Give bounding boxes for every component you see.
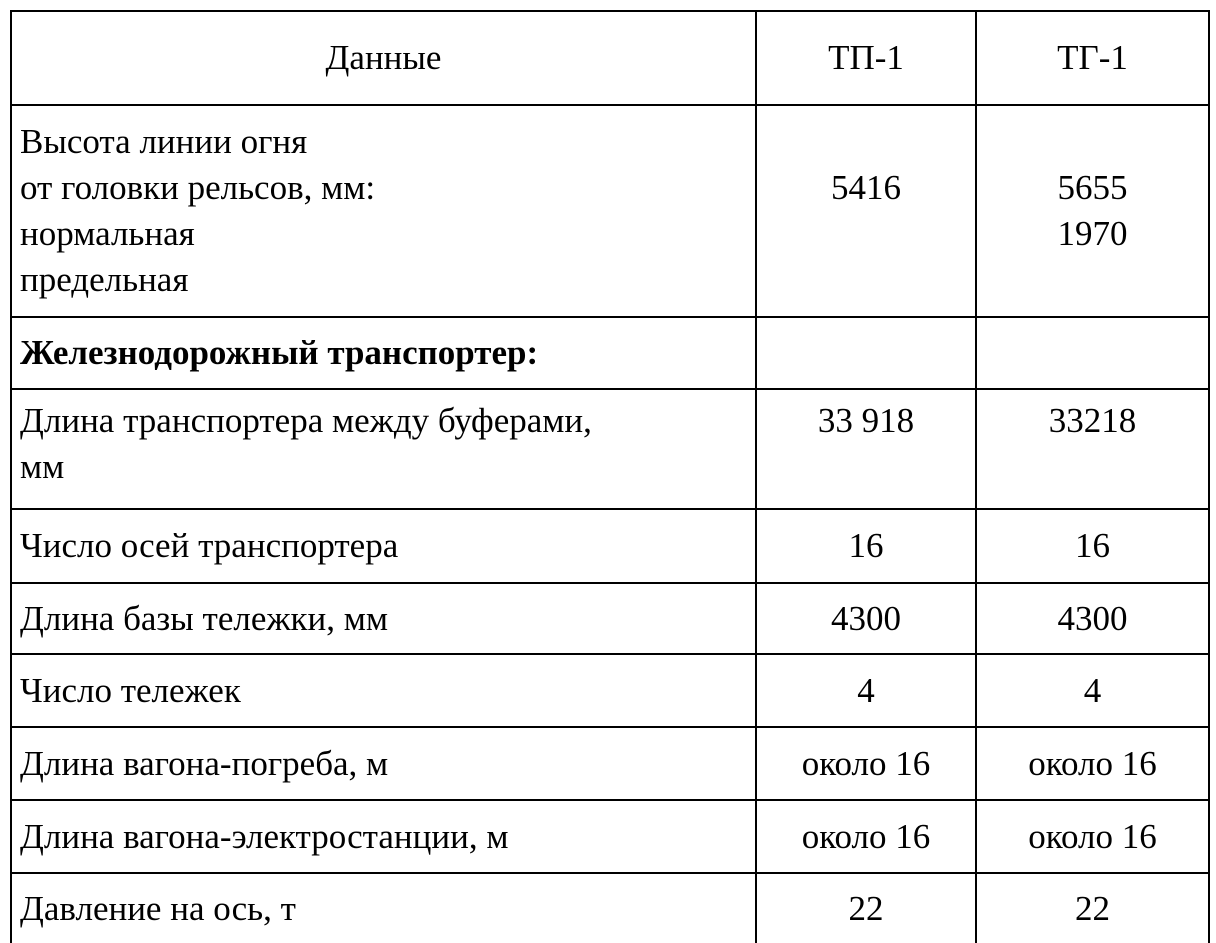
row-value-tp1 [756,105,976,317]
row-label-axle-load: Давление на ось, т [11,873,756,943]
table-row [11,727,1209,800]
row-label-bogie-count: Число тележек [11,654,756,727]
table-row [11,873,1209,943]
row-value-tp1 [756,317,976,389]
row-label-fire-line-height [11,105,756,317]
table-row [11,800,1209,873]
table-row [11,583,1209,654]
row-label-cellar-car-length: Длина вагона-погреба, м [11,727,756,800]
row-value-tg1: 4 [976,654,1209,727]
label-line: Длина транспортера между буферами, [20,401,592,440]
row-value-tg1: около 16 [976,800,1209,873]
row-value-tp1: 16 [756,509,976,583]
specifications-table [10,10,1210,943]
label-line: от головки рельсов, мм: [20,168,376,207]
row-value-tp1: 33 918 [756,389,976,509]
row-value-tp1: 4300 [756,583,976,654]
row-label-power-car-length: Длина вагона-электростанции, м [11,800,756,873]
table-row [11,389,1209,509]
table-row [11,654,1209,727]
row-value-tp1: 4 [756,654,976,727]
row-value-tg1: 22 [976,873,1209,943]
header-tg1-label: ТГ-1 [976,11,1209,105]
row-label-bogie-base: Длина базы тележки, мм [11,583,756,654]
header-data-label: Данные [11,11,756,105]
row-label-axle-count: Число осей транспортера [11,509,756,583]
value-line: 1970 [1057,214,1128,253]
row-value-tg1: 16 [976,509,1209,583]
header-tp1-label: ТП-1 [756,11,976,105]
table-section-row [11,317,1209,389]
row-value-tg1 [976,317,1209,389]
row-value-tp1: около 16 [756,800,976,873]
value-line-blank [757,211,975,257]
row-value-tg1 [976,105,1209,317]
row-value-tg1: около 16 [976,727,1209,800]
value-line: 5655 [1057,168,1128,207]
row-label-transporter-length [11,389,756,509]
row-value-tg1: 33218 [976,389,1209,509]
row-value-tg1: 4300 [976,583,1209,654]
table-row [11,509,1209,583]
section-label-railway-transporter: Железнодорожный транспортер: [11,317,756,389]
value-line: 5416 [831,168,901,207]
label-line: Высота линии огня [20,122,308,161]
label-line: нормальная [20,214,195,253]
row-value-tp1: около 16 [756,727,976,800]
table-row [11,105,1209,317]
row-value-tp1: 22 [756,873,976,943]
label-line: предельная [20,260,189,299]
table-header-row [11,11,1209,105]
label-line: мм [20,447,65,486]
